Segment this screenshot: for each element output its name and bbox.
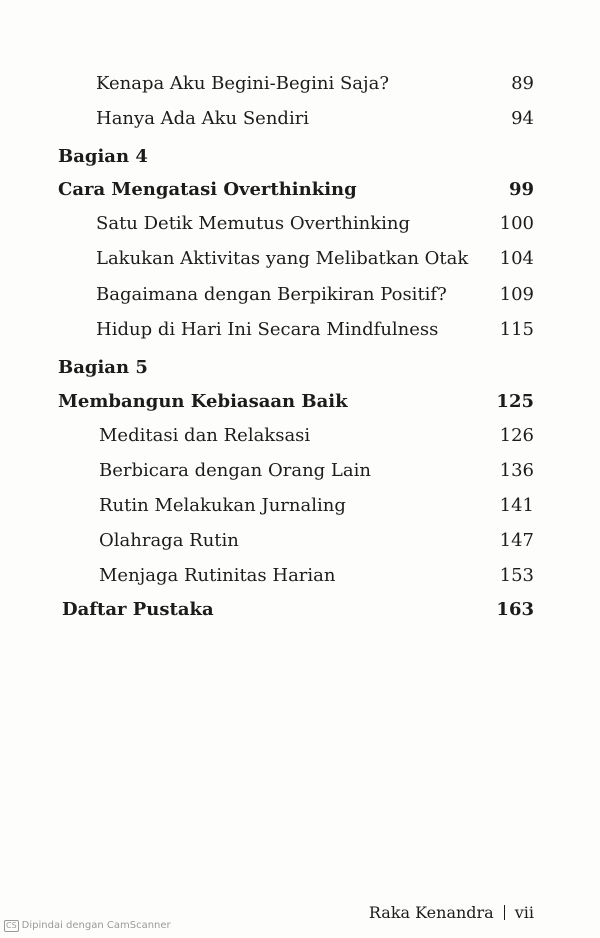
toc-entry-title: Menjaga Rutinitas Harian bbox=[99, 565, 336, 586]
toc-entry-page: 89 bbox=[511, 73, 534, 94]
toc-entry-title: Meditasi dan Relaksasi bbox=[99, 425, 311, 446]
toc-entry bbox=[0, 562, 600, 590]
toc-chapter-title: Daftar Pustaka bbox=[62, 599, 214, 620]
scanner-watermark-text: Dipindai dengan CamScanner bbox=[21, 920, 171, 931]
toc-entry-page: 94 bbox=[511, 108, 534, 129]
toc-entry-title: Lakukan Aktivitas yang Melibatkan Otak bbox=[96, 248, 469, 269]
toc-chapter-page: 125 bbox=[496, 391, 534, 412]
toc-chapter-title: Cara Mengatasi Overthinking bbox=[58, 179, 357, 200]
toc-entry-page: 147 bbox=[499, 530, 534, 551]
footer-author: Raka Kenandra bbox=[368, 903, 494, 922]
toc-entry bbox=[0, 457, 600, 485]
toc-entry-page: 141 bbox=[499, 495, 534, 516]
toc-entry-page: 115 bbox=[499, 319, 534, 340]
toc-entry-title: Rutin Melakukan Jurnaling bbox=[99, 495, 346, 516]
footer-divider bbox=[504, 905, 505, 920]
toc-chapter-title: Membangun Kebiasaan Baik bbox=[58, 391, 348, 412]
toc-part-heading bbox=[0, 354, 600, 382]
toc-entry-title: Hidup di Hari Ini Secara Mindfulness bbox=[96, 319, 439, 340]
toc-entry bbox=[0, 527, 600, 555]
toc-entry-page: 153 bbox=[499, 565, 534, 586]
toc-chapter bbox=[0, 176, 600, 204]
toc-entry-page: 136 bbox=[499, 460, 534, 481]
toc-entry bbox=[0, 492, 600, 520]
toc-entry bbox=[0, 422, 600, 450]
scanner-watermark bbox=[4, 920, 171, 932]
toc-entry bbox=[0, 281, 600, 309]
toc-chapter-page: 163 bbox=[496, 599, 534, 620]
toc-chapter-page: 99 bbox=[508, 179, 534, 200]
toc-entry bbox=[0, 70, 600, 98]
toc-chapter bbox=[0, 388, 600, 416]
toc-entry-page: 126 bbox=[499, 425, 534, 446]
toc-entry-page: 100 bbox=[499, 213, 534, 234]
toc-chapter bbox=[0, 596, 600, 624]
toc-entry bbox=[0, 210, 600, 238]
toc-entry bbox=[0, 316, 600, 344]
toc-entry bbox=[0, 105, 600, 133]
toc-part-label: Bagian 5 bbox=[58, 357, 148, 378]
camscanner-logo-icon: CS bbox=[6, 921, 17, 930]
toc-part-heading bbox=[0, 143, 600, 171]
toc-part-label: Bagian 4 bbox=[58, 146, 148, 167]
toc-entry-title: Hanya Ada Aku Sendiri bbox=[96, 108, 310, 129]
toc-entry-page: 109 bbox=[499, 284, 534, 305]
page-footer bbox=[369, 903, 534, 922]
toc-entry-title: Bagaimana dengan Berpikiran Positif? bbox=[96, 284, 447, 305]
toc-entry-title: Olahraga Rutin bbox=[99, 530, 239, 551]
toc-entry-title: Satu Detik Memutus Overthinking bbox=[96, 213, 410, 234]
toc-entry-title: Berbicara dengan Orang Lain bbox=[99, 460, 371, 481]
toc-entry-title: Kenapa Aku Begini-Begini Saja? bbox=[96, 73, 389, 94]
toc-entry-page: 104 bbox=[499, 248, 534, 269]
footer-page-number: vii bbox=[514, 903, 534, 922]
toc-entry bbox=[0, 245, 600, 273]
